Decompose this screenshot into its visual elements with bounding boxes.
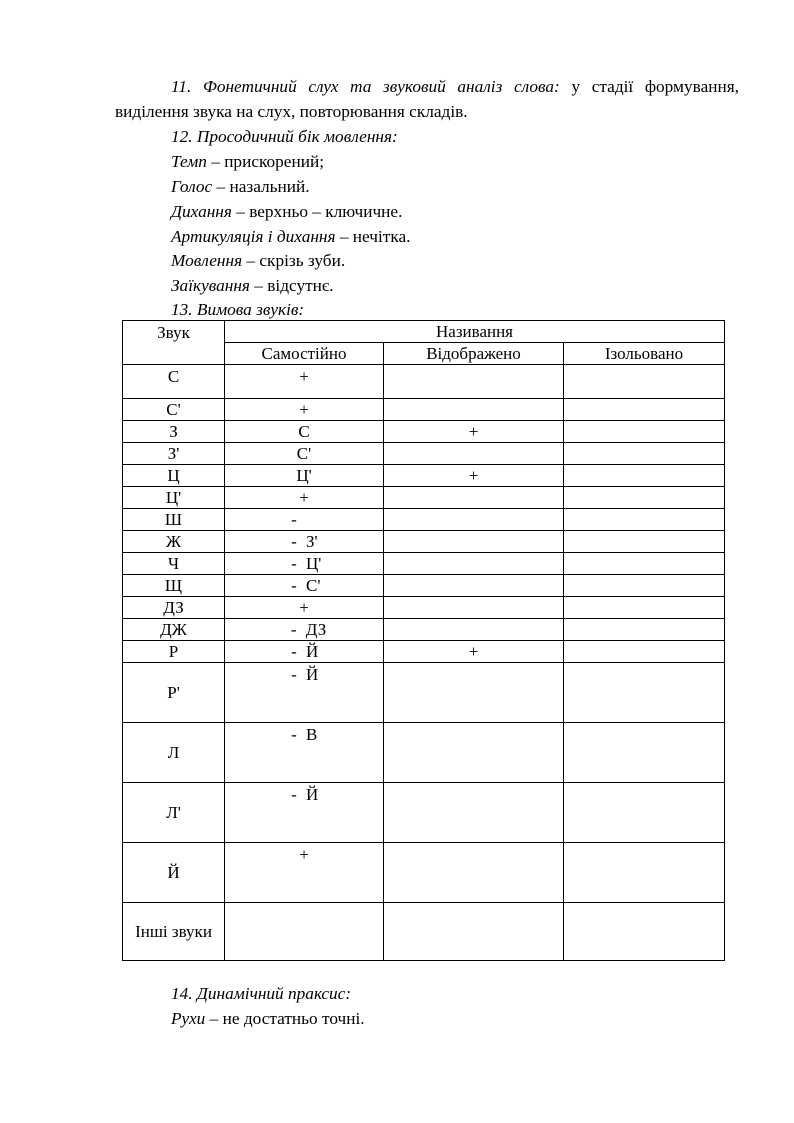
prosody-term: Заїкування (171, 276, 250, 295)
cell-reflected (384, 399, 564, 421)
cell-self-substitute: Й (306, 641, 319, 661)
cell-self-substitute: Й (306, 785, 319, 804)
item-11-text-line2: виділення звука на слух, повторювання складів. (115, 102, 468, 121)
cell-sound: З' (123, 443, 225, 465)
cell-isolated (564, 663, 725, 723)
cell-sound: Ц (123, 465, 225, 487)
table-row (123, 443, 725, 465)
cell-sound: Л (123, 723, 225, 783)
prosody-term: Мовлення (171, 251, 243, 270)
cell-reflected (384, 443, 564, 465)
cell-self (225, 619, 384, 641)
cell-self-dash: - (291, 553, 297, 573)
cell-isolated (564, 597, 725, 619)
prosody-value: – верхньо – ключичне. (231, 202, 403, 221)
cell-self: + (225, 597, 384, 619)
table-header-row (123, 321, 725, 343)
cell-reflected (384, 531, 564, 553)
cell-sound: Л' (123, 783, 225, 843)
cell-self-dash: - (291, 575, 297, 595)
table-row (123, 465, 725, 487)
cell-self (225, 509, 384, 531)
subheader-reflected: Відображено (384, 343, 564, 365)
table-row (123, 399, 725, 421)
cell-self (225, 553, 384, 575)
subheader-isolated: Ізольовано (564, 343, 725, 365)
header-naming: Називання (225, 321, 725, 343)
cell-reflected: + (384, 421, 564, 443)
cell-isolated (564, 465, 725, 487)
cell-isolated (564, 531, 725, 553)
cell-self (225, 531, 384, 553)
sound-pronunciation-table (122, 320, 725, 961)
table-row (123, 531, 725, 553)
item-14-heading: 14. Динамічний праксис: (171, 984, 352, 1003)
cell-reflected (384, 843, 564, 903)
prosody-value: – прискорений; (206, 152, 325, 171)
cell-self (225, 783, 384, 843)
item-14-row (171, 1007, 365, 1031)
cell-self-dash: - (291, 785, 297, 804)
cell-sound: Р (123, 641, 225, 663)
table-row (123, 641, 725, 663)
cell-reflected (384, 663, 564, 723)
cell-sound: Р' (123, 663, 225, 723)
table-row (123, 421, 725, 443)
header-sound: Звук (123, 321, 225, 365)
item-12-heading: 12. Просодичний бік мовлення: (171, 127, 398, 146)
cell-isolated (564, 783, 725, 843)
item-14-term: Рухи (171, 1009, 206, 1028)
prosody-row (171, 274, 334, 298)
cell-self-substitute: Й (306, 665, 319, 684)
table-row (123, 903, 725, 961)
prosody-row (171, 200, 402, 224)
cell-self: + (225, 487, 384, 509)
cell-reflected (384, 597, 564, 619)
cell-self: + (225, 399, 384, 421)
table-row (123, 843, 725, 903)
prosody-term: Артикуляція і дихання (171, 227, 336, 246)
cell-reflected (384, 553, 564, 575)
cell-isolated (564, 399, 725, 421)
cell-isolated (564, 443, 725, 465)
table-row (123, 723, 725, 783)
cell-isolated (564, 487, 725, 509)
cell-self: Ц' (225, 465, 384, 487)
table-row (123, 783, 725, 843)
cell-sound: Інші звуки (123, 903, 225, 961)
subheader-self: Самостійно (225, 343, 384, 365)
item-13-heading: 13. Вимова звуків: (171, 300, 305, 319)
cell-isolated (564, 553, 725, 575)
cell-sound: Ш (123, 509, 225, 531)
item-11-paragraph (115, 74, 739, 124)
cell-sound: Щ (123, 575, 225, 597)
cell-isolated (564, 843, 725, 903)
table-row (123, 575, 725, 597)
prosody-term: Дихання (171, 202, 232, 221)
cell-isolated (564, 641, 725, 663)
cell-sound: Ц' (123, 487, 225, 509)
item-11-heading: 11. Фонетичний слух та звуковий аналіз слова: (171, 77, 560, 96)
prosody-row (171, 225, 410, 249)
cell-sound: Ж (123, 531, 225, 553)
cell-reflected (384, 903, 564, 961)
cell-self-substitute: В (306, 725, 318, 744)
prosody-row (171, 175, 310, 199)
cell-reflected (384, 509, 564, 531)
prosody-value: – назальний. (212, 177, 310, 196)
cell-reflected (384, 575, 564, 597)
table-row (123, 597, 725, 619)
cell-sound: С (123, 365, 225, 399)
cell-isolated (564, 723, 725, 783)
table-row (123, 663, 725, 723)
cell-isolated (564, 509, 725, 531)
item-14-value: – не достатньо точні. (205, 1009, 365, 1028)
prosody-row (171, 150, 324, 174)
cell-self-substitute: Ц' (306, 553, 322, 573)
cell-self (225, 641, 384, 663)
table-row (123, 487, 725, 509)
cell-self: С' (225, 443, 384, 465)
cell-self: С (225, 421, 384, 443)
table-row (123, 365, 725, 399)
cell-sound: ДЖ (123, 619, 225, 641)
cell-self: + (225, 843, 384, 903)
table-row (123, 619, 725, 641)
cell-self-substitute: С' (306, 575, 321, 595)
prosody-value: – відсутнє. (249, 276, 334, 295)
cell-sound: З (123, 421, 225, 443)
table-row (123, 553, 725, 575)
cell-reflected: + (384, 465, 564, 487)
cell-self-dash: - (291, 665, 297, 684)
cell-self-dash: - (291, 641, 297, 661)
prosody-value: – скрізь зуби. (242, 251, 346, 270)
cell-isolated (564, 903, 725, 961)
prosody-term: Голос (171, 177, 213, 196)
cell-self-dash: - (291, 531, 297, 551)
prosody-value: – нечітка. (335, 227, 411, 246)
cell-self (225, 663, 384, 723)
cell-reflected: + (384, 641, 564, 663)
prosody-term: Темп (171, 152, 207, 171)
cell-self (225, 903, 384, 961)
cell-self-dash: - (290, 619, 297, 639)
item-11-text-line1: у стадії формування, (571, 77, 740, 96)
cell-reflected (384, 487, 564, 509)
cell-sound: Й (123, 843, 225, 903)
cell-sound: Ч (123, 553, 225, 575)
cell-reflected (384, 365, 564, 399)
cell-sound: С' (123, 399, 225, 421)
cell-self (225, 723, 384, 783)
cell-isolated (564, 619, 725, 641)
cell-self-dash: - (291, 509, 297, 529)
cell-isolated (564, 575, 725, 597)
cell-self-substitute: З' (306, 531, 318, 551)
cell-self (225, 575, 384, 597)
cell-sound: ДЗ (123, 597, 225, 619)
cell-reflected (384, 723, 564, 783)
cell-isolated (564, 365, 725, 399)
cell-isolated (564, 421, 725, 443)
cell-self-substitute: ДЗ (305, 619, 327, 639)
prosody-row (171, 249, 345, 273)
cell-self: + (225, 365, 384, 399)
cell-reflected (384, 783, 564, 843)
cell-reflected (384, 619, 564, 641)
cell-self-dash: - (291, 725, 297, 744)
table-row (123, 509, 725, 531)
